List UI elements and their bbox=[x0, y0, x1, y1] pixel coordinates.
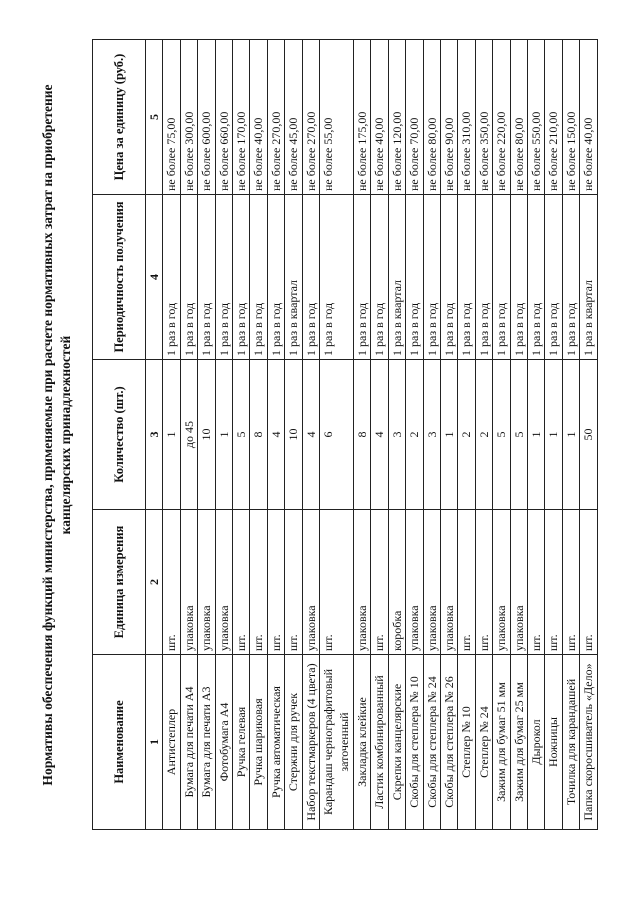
column-number: 3 bbox=[146, 360, 163, 510]
table-row bbox=[475, 40, 492, 830]
quantity-cell: 5 bbox=[493, 360, 510, 510]
quantity-cell: 1 bbox=[215, 360, 232, 510]
price-cell: не более 660,00 bbox=[215, 40, 232, 195]
table-row bbox=[353, 40, 370, 830]
price-cell: не более 300,00 bbox=[180, 40, 197, 195]
price-cell: не более 40,00 bbox=[250, 40, 267, 195]
quantity-cell: 6 bbox=[320, 360, 354, 510]
quantity-cell: 4 bbox=[267, 360, 284, 510]
quantity-cell: до 45 bbox=[180, 360, 197, 510]
unit-cell: шт. bbox=[267, 510, 284, 655]
item-name-cell: Ластик комбинированный bbox=[371, 655, 388, 830]
unit-cell: шт. bbox=[250, 510, 267, 655]
unit-cell: упаковка bbox=[302, 510, 319, 655]
table-row bbox=[198, 40, 215, 830]
table-row bbox=[180, 40, 197, 830]
item-name-cell: Степлер № 10 bbox=[458, 655, 475, 830]
unit-cell: упаковка bbox=[198, 510, 215, 655]
table-row bbox=[423, 40, 440, 830]
unit-cell: шт. bbox=[285, 510, 302, 655]
item-name-cell: Стержни для ручек bbox=[285, 655, 302, 830]
unit-cell: шт. bbox=[320, 510, 354, 655]
quantity-cell: 4 bbox=[302, 360, 319, 510]
periodicity-cell: 1 раз в год bbox=[198, 195, 215, 360]
price-cell: не более 170,00 bbox=[233, 40, 250, 195]
table-row bbox=[371, 40, 388, 830]
table-row bbox=[163, 40, 180, 830]
quantity-cell: 1 bbox=[527, 360, 544, 510]
periodicity-cell: 1 раз в год bbox=[233, 195, 250, 360]
unit-cell: упаковка bbox=[215, 510, 232, 655]
table-row bbox=[406, 40, 423, 830]
item-name-cell: Набор текстмаркеров (4 цвета) bbox=[302, 655, 319, 830]
table-row bbox=[493, 40, 510, 830]
document-title-line1: Нормативы обеспечения функций министерства, применяемые при расчете нормативных затрат на приобретение bbox=[40, 84, 55, 786]
quantity-cell: 5 bbox=[510, 360, 527, 510]
periodicity-cell: 1 раз в год bbox=[510, 195, 527, 360]
quantity-cell: 3 bbox=[423, 360, 440, 510]
unit-cell: шт. bbox=[163, 510, 180, 655]
quantity-cell: 1 bbox=[562, 360, 579, 510]
price-cell: не более 220,00 bbox=[493, 40, 510, 195]
periodicity-cell: 1 раз в год bbox=[423, 195, 440, 360]
quantity-cell: 1 bbox=[545, 360, 562, 510]
unit-cell: шт. bbox=[458, 510, 475, 655]
periodicity-cell: 1 раз в год bbox=[320, 195, 354, 360]
column-number-row bbox=[146, 40, 163, 830]
quantity-cell: 10 bbox=[285, 360, 302, 510]
item-name-cell: Скобы для степлера № 10 bbox=[406, 655, 423, 830]
quantity-cell: 4 bbox=[371, 360, 388, 510]
item-name-cell: Скрепки канцелярские bbox=[388, 655, 405, 830]
periodicity-cell: 1 раз в квартал bbox=[580, 195, 597, 360]
table-row bbox=[510, 40, 527, 830]
price-cell: не более 350,00 bbox=[475, 40, 492, 195]
periodicity-cell: 1 раз в год bbox=[475, 195, 492, 360]
price-cell: не более 80,00 bbox=[423, 40, 440, 195]
item-name-cell: Зажим для бумаг 25 мм bbox=[510, 655, 527, 830]
column-number: 2 bbox=[146, 510, 163, 655]
price-cell: не более 45,00 bbox=[285, 40, 302, 195]
item-name-cell: Бумага для печати А4 bbox=[180, 655, 197, 830]
price-cell: не более 70,00 bbox=[406, 40, 423, 195]
quantity-cell: 8 bbox=[353, 360, 370, 510]
price-cell: не более 310,00 bbox=[458, 40, 475, 195]
periodicity-cell: 1 раз в год bbox=[163, 195, 180, 360]
table-row bbox=[233, 40, 250, 830]
unit-cell: шт. bbox=[580, 510, 597, 655]
item-name-cell: Зажим для бумаг 51 мм bbox=[493, 655, 510, 830]
quantity-cell: 2 bbox=[458, 360, 475, 510]
table-row bbox=[580, 40, 597, 830]
periodicity-cell: 1 раз в год bbox=[180, 195, 197, 360]
periodicity-cell: 1 раз в год bbox=[440, 195, 457, 360]
periodicity-cell: 1 раз в год bbox=[371, 195, 388, 360]
quantity-cell: 1 bbox=[163, 360, 180, 510]
table-row bbox=[562, 40, 579, 830]
table-row bbox=[388, 40, 405, 830]
periodicity-cell: 1 раз в год bbox=[562, 195, 579, 360]
column-number: 1 bbox=[146, 655, 163, 830]
periodicity-cell: 1 раз в год bbox=[406, 195, 423, 360]
quantity-cell: 2 bbox=[475, 360, 492, 510]
item-name-cell: Закладка клейкие bbox=[353, 655, 370, 830]
unit-cell: упаковка bbox=[493, 510, 510, 655]
item-name-cell: Ножницы bbox=[545, 655, 562, 830]
price-cell: не более 600,00 bbox=[198, 40, 215, 195]
table-row bbox=[250, 40, 267, 830]
item-name-cell: Точилка для карандашей bbox=[562, 655, 579, 830]
price-cell: не более 270,00 bbox=[267, 40, 284, 195]
header-name: Наименование bbox=[93, 655, 146, 830]
item-name-cell: Папка скоросшиватель «Дело» bbox=[580, 655, 597, 830]
item-name-cell: Степлер № 24 bbox=[475, 655, 492, 830]
unit-cell: упаковка bbox=[510, 510, 527, 655]
price-cell: не более 75,00 bbox=[163, 40, 180, 195]
unit-cell: шт. bbox=[545, 510, 562, 655]
quantity-cell: 2 bbox=[406, 360, 423, 510]
item-name-cell: Ручка гелевая bbox=[233, 655, 250, 830]
table-row bbox=[545, 40, 562, 830]
header-unit: Единица измерения bbox=[93, 510, 146, 655]
item-name-cell: Ручка шариковая bbox=[250, 655, 267, 830]
table-header-row bbox=[93, 40, 146, 830]
price-cell: не более 150,00 bbox=[562, 40, 579, 195]
price-cell: не более 550,00 bbox=[527, 40, 544, 195]
document-title-line2: канцелярских принадлежностей bbox=[58, 335, 73, 535]
quantity-cell: 8 bbox=[250, 360, 267, 510]
item-name-cell: Скобы для степлера № 26 bbox=[440, 655, 457, 830]
periodicity-cell: 1 раз в год bbox=[458, 195, 475, 360]
unit-cell: упаковка bbox=[353, 510, 370, 655]
periodicity-cell: 1 раз в год bbox=[302, 195, 319, 360]
quantity-cell: 3 bbox=[388, 360, 405, 510]
table-row bbox=[285, 40, 302, 830]
item-name-cell: Ручка автоматическая bbox=[267, 655, 284, 830]
table-row bbox=[527, 40, 544, 830]
periodicity-cell: 1 раз в год bbox=[353, 195, 370, 360]
price-cell: не более 55,00 bbox=[320, 40, 354, 195]
unit-cell: коробка bbox=[388, 510, 405, 655]
price-cell: не более 90,00 bbox=[440, 40, 457, 195]
table-row bbox=[267, 40, 284, 830]
periodicity-cell: 1 раз в квартал bbox=[285, 195, 302, 360]
unit-cell: шт. bbox=[562, 510, 579, 655]
item-name-cell: Дырокол bbox=[527, 655, 544, 830]
quantity-cell: 50 bbox=[580, 360, 597, 510]
item-name-cell: Фотобумага А4 bbox=[215, 655, 232, 830]
item-name-cell: Скобы для степлера № 24 bbox=[423, 655, 440, 830]
periodicity-cell: 1 раз в квартал bbox=[388, 195, 405, 360]
item-name-cell: Антистеплер bbox=[163, 655, 180, 830]
quantity-cell: 10 bbox=[198, 360, 215, 510]
table-row bbox=[320, 40, 354, 830]
table-row bbox=[302, 40, 319, 830]
unit-cell: шт. bbox=[527, 510, 544, 655]
unit-cell: упаковка bbox=[406, 510, 423, 655]
periodicity-cell: 1 раз в год bbox=[215, 195, 232, 360]
price-cell: не более 270,00 bbox=[302, 40, 319, 195]
header-price: Цена за единицу (руб.) bbox=[93, 40, 146, 195]
table-row bbox=[440, 40, 457, 830]
unit-cell: упаковка bbox=[180, 510, 197, 655]
price-cell: не более 80,00 bbox=[510, 40, 527, 195]
column-number: 5 bbox=[146, 40, 163, 195]
unit-cell: шт. bbox=[475, 510, 492, 655]
table-row bbox=[458, 40, 475, 830]
periodicity-cell: 1 раз в год bbox=[493, 195, 510, 360]
table-row bbox=[215, 40, 232, 830]
price-cell: не более 210,00 bbox=[545, 40, 562, 195]
price-cell: не более 120,00 bbox=[388, 40, 405, 195]
header-quantity: Количество (шт.) bbox=[93, 360, 146, 510]
unit-cell: упаковка bbox=[423, 510, 440, 655]
unit-cell: шт. bbox=[371, 510, 388, 655]
periodicity-cell: 1 раз в год bbox=[545, 195, 562, 360]
quantity-cell: 5 bbox=[233, 360, 250, 510]
periodicity-cell: 1 раз в год bbox=[267, 195, 284, 360]
price-cell: не более 40,00 bbox=[580, 40, 597, 195]
column-number: 4 bbox=[146, 195, 163, 360]
header-periodicity: Периодичность получения bbox=[93, 195, 146, 360]
price-cell: не более 175,00 bbox=[353, 40, 370, 195]
norms-table bbox=[92, 39, 598, 830]
item-name-cell: Бумага для печати А3 bbox=[198, 655, 215, 830]
price-cell: не более 40,00 bbox=[371, 40, 388, 195]
unit-cell: шт. bbox=[233, 510, 250, 655]
quantity-cell: 1 bbox=[440, 360, 457, 510]
item-name-cell: Карандаш чернографитовый заточенный bbox=[320, 655, 354, 830]
periodicity-cell: 1 раз в год bbox=[527, 195, 544, 360]
periodicity-cell: 1 раз в год bbox=[250, 195, 267, 360]
unit-cell: упаковка bbox=[440, 510, 457, 655]
